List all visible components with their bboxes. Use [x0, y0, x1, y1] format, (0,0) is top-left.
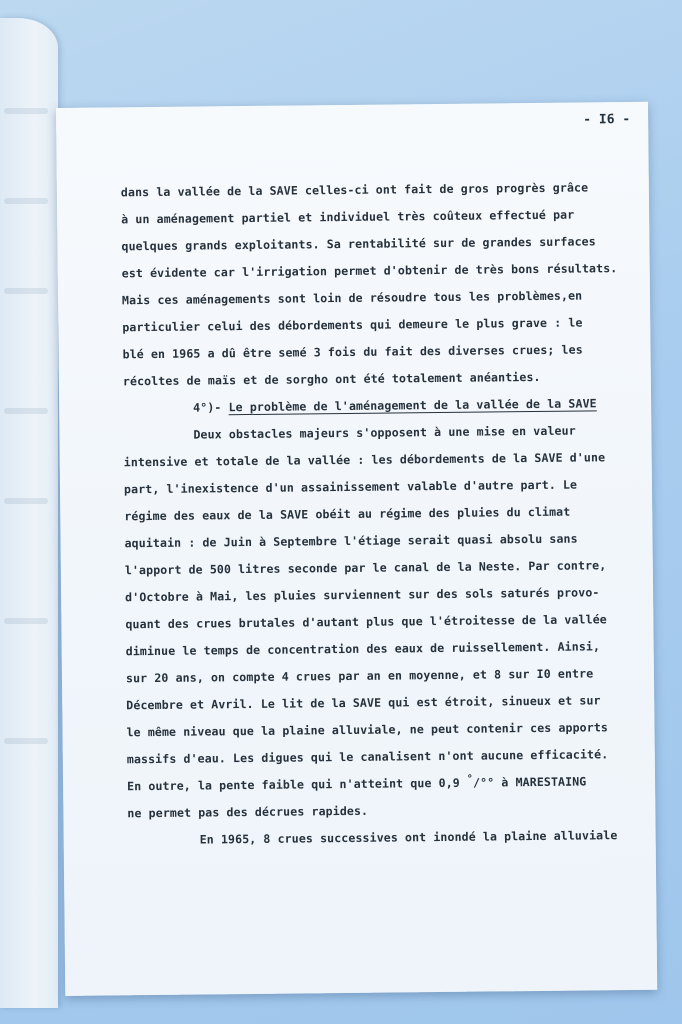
faded-text-line	[4, 108, 48, 114]
text-line: Mais ces aménagements sont loin de résoudre tous les problèmes,en	[121, 288, 583, 308]
section-number: 4°)-	[193, 400, 222, 415]
text-line: intensive et totale de la vallée : les débordements de la SAVE d'une	[123, 450, 606, 470]
text-line: Deux obstacles majeurs s'opposent à une mise en valeur	[193, 423, 576, 442]
text-line: récoltes de maïs et de sorgho ont été totalement anéanties.	[122, 369, 541, 389]
text-line: diminue le temps de concentration des eaux de ruissellement. Ainsi,	[125, 639, 601, 659]
text-line: part, l'inexistence d'un assainissement valable d'autre part. Le	[123, 477, 578, 497]
faded-text-line	[4, 498, 48, 504]
document-page	[56, 102, 657, 996]
text-line: ne permet pas des décrues rapides.	[127, 803, 369, 821]
faded-text-line	[4, 738, 48, 744]
page-body	[121, 174, 648, 854]
section-title: Le problème de l'aménagement de la vallée de la SAVE	[228, 396, 597, 415]
text-line: d'Octobre à Mai, les pluies surviennent sur des sols saturés provo-	[125, 585, 600, 605]
text-line: En 1965, 8 crues successives ont inondé la plaine alluviale	[199, 828, 618, 847]
text-line: blé en 1965 a dû être semé 3 fois du fait des diverses crues; les	[122, 342, 583, 362]
text-line: dans la vallée de la SAVE celles-ci ont fait de gros progrès grâce	[120, 180, 589, 200]
text-line: le même niveau que la plaine alluviale, ne peut contenir ces apports	[126, 720, 609, 740]
facing-page-edge	[0, 18, 58, 1008]
text-line: sur 20 ans, on compte 4 crues par an en moyenne, et 8 sur I0 entre	[125, 666, 594, 686]
text-line: l'apport de 500 litres seconde par le canal de la Neste. Par contre,	[124, 558, 607, 578]
faded-text-line	[4, 288, 48, 294]
text-line: Décembre et Avril. Le lit de la SAVE qui est étroit, sinueux et sur	[126, 693, 601, 713]
text-line: régime des eaux de la SAVE obéit au régime des pluies du climat	[124, 504, 571, 524]
text-line: est évidente car l'irrigation permet d'obtenir de très bons résultats.	[121, 261, 618, 281]
text-line	[127, 768, 647, 800]
text-line: massifs d'eau. Les digues qui le canalisent n'ont aucune efficacité.	[126, 747, 609, 767]
text-fragment: En outre, la pente faible qui n'atteint que 0,9	[127, 775, 468, 794]
text-line: à un aménagement partiel et individuel très coûteux effectué par	[121, 207, 575, 227]
faded-text-line	[4, 408, 48, 414]
faded-text-line	[4, 198, 48, 204]
degree-superscript: °	[466, 773, 474, 785]
text-line: aquitain : de Juin à Septembre l'étiage serait quasi absolu sans	[124, 531, 578, 551]
text-line: quelques grands exploitants. Sa rentabilité sur de grandes surfaces	[121, 234, 596, 254]
faded-text-line	[4, 618, 48, 624]
text-line: quant des crues brutales d'autant plus que l'étroitesse de la vallée	[125, 612, 607, 632]
text-fragment: /°° à MARESTAING	[472, 774, 587, 790]
text-line: particulier celui des débordements qui demeure le plus grave : le	[122, 315, 583, 335]
page-number: - I6 -	[583, 111, 631, 128]
